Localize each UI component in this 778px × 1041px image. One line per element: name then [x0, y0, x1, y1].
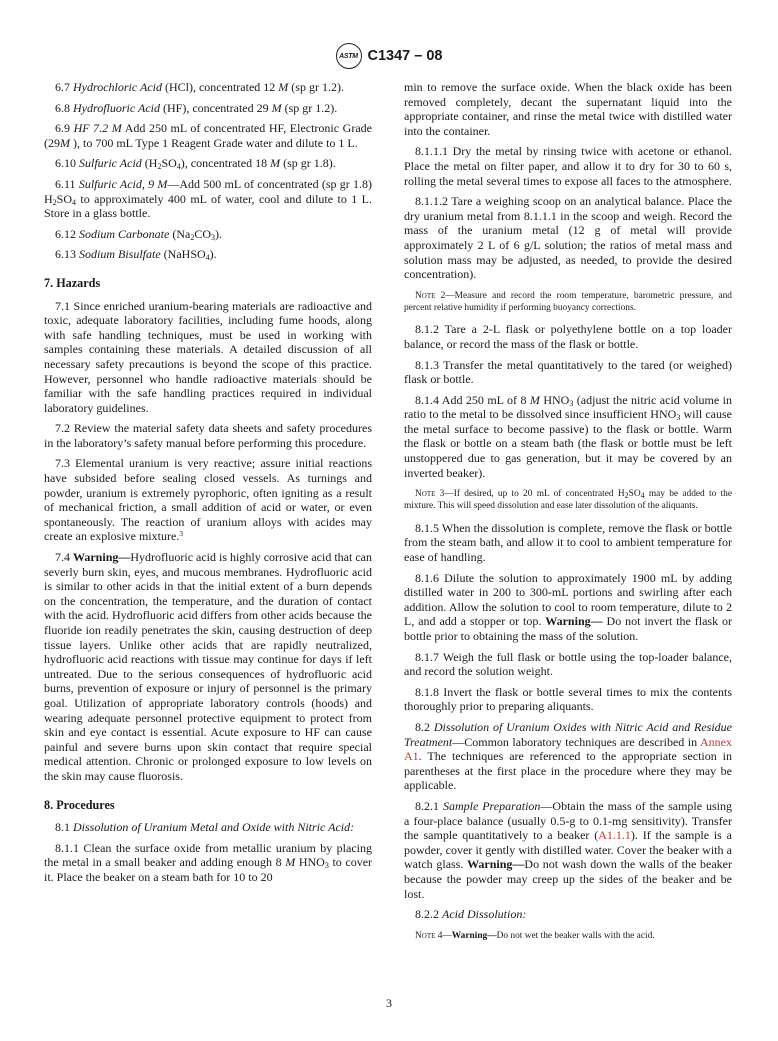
right-column	[404, 80, 732, 950]
a1-1-1-link[interactable]: A1.1.1	[598, 828, 631, 843]
paragraph-6-9: 6.9 HF 7.2 M Add 250 mL of concentrated HF, Electronic Grade (29M ), to 700 mL Type 1 Reagent Grade water and dilute to 1 L.	[44, 121, 372, 150]
note-2: Note 2—Measure and record the room temperature, barometric pressure, and percent relative humidity if performing buoyancy corrections.	[404, 290, 732, 313]
paragraph-6-7: 6.7 Hydrochloric Acid (HCl), concentrated 12 M (sp gr 1.2).	[55, 80, 344, 94]
paragraph-8-1-8: 8.1.8 Invert the flask or bottle several times to mix the contents thoroughly prior to preparing aliquants.	[404, 684, 732, 714]
paragraph-7-1: 7.1 Since enriched uranium-bearing materials are radioactive and toxic, adequate laboratory facilities, including fume hoods, along with safe handling techniques, must be used in working with samples containing these materials. A detailed discussion of all necessary safety precautions is beyond the scope of this practice. However, personnel who handle radioactive materials should be familiar with the safe handling practices required in individual laboratory guidelines.	[44, 298, 372, 415]
page-number: 3	[386, 996, 392, 1010]
paragraph-7-4: 7.4 Warning—Hydrofluoric acid is highly corrosive acid that can severly burn skin, eyes, and mucous membranes. Hydrofluoric acid is similar to other acids in that the initial extent of a burn depends on the concentration, the temperature, and the duration of contact with the acid. Hydrofluoric acid differs from other acids because the fluoride ion readily penetrates the skin, causing destruction of deep tissue layers. Unlike other acids that are rapidly neutralized, hydrofluoric acid reactions with tissue may continue for days if left untreated. Due to the serious consequences of hydrofluoric acid burns, prevention of exposure or injury of personnel is the primary goal. Utilization of appropriate laboratory controls (hoods) and wearing adequate personnel protective equipment to protect from skin and eye contact is essential. Acute exposure to HF can cause painful and severe burns upon skin contact that require special medical attention. Chronic or prolonged exposure to low levels on the skin may cause fluorosis.	[44, 550, 373, 783]
paragraph-6-10: 6.10 Sulfuric Acid $(H_2SO_4)$, concentrated 18 M (sp gr 1.8).	[55, 156, 336, 172]
paragraph-7-3: 7.3 Elemental uranium is very reactive; assure initial reactions have subsided before sealing closed vessels. As turnings and powder, uranium is extremely pyrophoric, often igniting as a result of mechanical friction, a small addition of acid or water, or even spontaneously. The reaction of uranium alloys with acides may create an explosive mixture.$^3$	[44, 456, 372, 544]
section-heading-hazards: 7. Hazards	[44, 275, 101, 290]
paragraph-8-1-1-continued: min to remove the surface oxide. When the black oxide has been removed completely, decant the supernatant liquid into the appropriate container, and rinse the metal twice with distilled water into the container.	[404, 80, 732, 138]
left-column	[44, 80, 372, 891]
footnote-ref: 3	[179, 529, 184, 539]
paragraph-8-1-5: 8.1.5 When the dissolution is complete, remove the flask or bottle from the steam bath, and allow it to cool to ambient temperature for ease of handling.	[404, 520, 732, 565]
page-header	[0, 42, 778, 70]
paragraph-8-1-1: 8.1.1 Clean the surface oxide from metallic uranium by placing the metal in a small beaker and adding enough 8 M $HNO_3$ to cover it. Place the beaker on a steam bath for 10 to 20	[44, 840, 373, 884]
paragraph-8-1-1-1: 8.1.1.1 Dry the metal by rinsing twice with acetone or ethanol. Place the metal on filter paper, and allow it to dry for 30 to 60 s, rolling the metal several times to expose all faces to the atmosphere.	[404, 144, 732, 188]
paragraph-8-1-1-2: 8.1.1.2 Tare a weighing scoop on an analytical balance. Place the dry uranium metal from 8.1.1.1 in the scoop and weigh. Record the mass of the uranium metal (12 g of metal will provide approximately 2 L of 6 g/L solution; the ratios of metal mass and solution mass may be adjusted, as needed, to provide the desired concentration).	[404, 194, 732, 282]
paragraph-6-8: 6.8 Hydrofluoric Acid (HF), concentrated 29 M (sp gr 1.2).	[55, 100, 338, 115]
astm-logo-icon: ASTM	[336, 43, 362, 69]
paragraph-8-2-1: 8.2.1 Sample Preparation—Obtain the mass of the sample using a four-place balance (usually 0.5-g to 0.1-mg sensitivity). Transfer the sample quantitatively to a beaker (A1.1.1). If the sample is a powder, cover it gently with distilled water. Cover the beaker with a watch glass. Warning—Do not wash down the walls of the beaker because the powder may creep up the sides of the beaker and be lost.	[404, 798, 733, 901]
paragraph-8-2: 8.2 Dissolution of Uranium Oxides with Nitric Acid and Residue Treatment—Common laboratory techniques are described in Annex A1. The techniques are referenced to the appropriate section in parentheses at the first place in the procedure where they may be applicable.	[404, 719, 732, 793]
note-4: Note 4—Warning—Do not wet the beaker walls with the acid.	[415, 930, 655, 941]
annex-a1-link[interactable]: Annex A1	[404, 734, 732, 764]
paragraph-8-1-3: 8.1.3 Transfer the metal quantitatively to the tared (or weighed) flask or bottle.	[404, 357, 732, 387]
paragraph-7-2: 7.2 Review the material safety data sheets and safety procedures in the laboratory’s safety manual before performing this procedure.	[44, 421, 372, 450]
paragraph-8-1-4: 8.1.4 Add 250 mL of 8 M $HNO_3$ (adjust the nitric acid volume in ratio to the metal to be dissolved since insufficient $HNO_3$ will cause the metal surface to become passive) to the flask or bottle. Warm the flask or bottle on a steam bath (the flask or bottle must be left unstoppered due to gas generation, but it may be covered by an inverted beaker).	[404, 392, 733, 480]
paragraph-8-1-6: 8.1.6 Dilute the solution to approximately 1900 mL by adding distilled water in 200 to 300-mL portions and swirling after each addition. Allow the solution to cool to room temperature, dilute to 2 L, and add a stopper or top. Warning— Do not invert the flask or bottle prior to obtaining the mass of the solution.	[404, 570, 732, 643]
paragraph-6-11: 6.11 Sulfuric Acid, 9 M—Add 500 mL of concentrated (sp gr 1.8) $H_2SO_4$ to approximately 400 mL of water, cool and dilute to 1 L. Store in a glass bottle.	[44, 176, 372, 221]
paragraph-8-2-2: 8.2.2 Acid Dissolution:	[415, 907, 527, 922]
note-3: Note 3—If desired, up to 20 mL of concentrated $H_2SO_4$ may be added to the mixture. This will speed dissolution and ease later dissolution of the aliquants.	[404, 489, 732, 512]
section-heading-procedures: 8. Procedures	[44, 797, 115, 812]
paragraph-8-1-7: 8.1.7 Weigh the full flask or bottle using the top-loader balance, and record the solution weight.	[404, 649, 732, 679]
paragraph-8-1-2: 8.1.2 Tare a 2-L flask or polyethylene bottle on a top loader balance, or record the mass of the flask or bottle.	[404, 322, 732, 351]
document-designation: C1347 – 08	[367, 48, 443, 64]
paragraph-6-13: 6.13 Sodium Bisulfate (NaHSO$_4$).	[55, 247, 217, 263]
paragraph-8-1: 8.1 Dissolution of Uranium Metal and Oxide with Nitric Acid:	[55, 820, 355, 835]
paragraph-6-12: 6.12 Sodium Carbonate $(Na_2CO_3)$.	[55, 226, 223, 242]
